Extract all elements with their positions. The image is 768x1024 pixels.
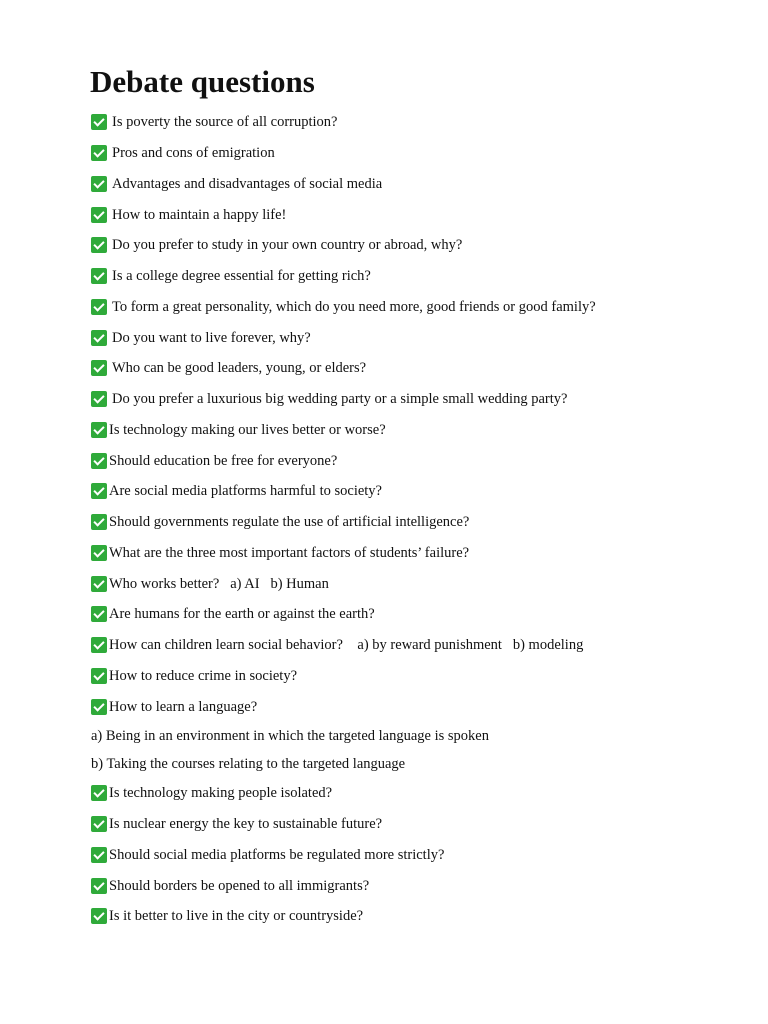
question-item (91, 172, 382, 196)
check-mark-icon (91, 816, 107, 832)
question-text: Should education be free for everyone? (109, 452, 338, 469)
check-mark-icon (91, 114, 107, 130)
check-mark-icon (91, 207, 107, 223)
check-mark-icon (91, 453, 107, 469)
question-text: Do you prefer to study in your own country or abroad, why? (112, 236, 463, 253)
question-text: Advantages and disadvantages of social media (112, 175, 383, 192)
question-text: Pros and cons of emigration (112, 144, 275, 161)
check-mark-icon (91, 878, 107, 894)
question-item (91, 479, 382, 503)
page-title: Debate questions (90, 64, 315, 99)
question-text: Is technology making our lives better or worse? (109, 421, 386, 438)
question-item (91, 387, 567, 411)
question-text: Who can be good leaders, young, or elders? (112, 359, 367, 376)
question-text: Do you want to live forever, why? (112, 329, 311, 346)
question-text: Should social media platforms be regulated more strictly? (109, 846, 445, 863)
check-mark-icon (91, 785, 107, 801)
answer-option (91, 724, 489, 748)
question-item (91, 141, 275, 165)
check-mark-icon (91, 514, 107, 530)
question-item (91, 812, 382, 836)
question-item (91, 602, 375, 626)
check-mark-icon (91, 268, 107, 284)
question-item (91, 449, 337, 473)
question-item (91, 203, 286, 227)
check-mark-icon (91, 145, 107, 161)
check-mark-icon (91, 908, 107, 924)
check-mark-icon (91, 483, 107, 499)
question-text: Are social media platforms harmful to society? (109, 482, 382, 499)
question-item (91, 233, 462, 257)
check-mark-icon (91, 576, 107, 592)
check-mark-icon (91, 606, 107, 622)
question-item (91, 110, 337, 134)
question-text: Are humans for the earth or against the earth? (109, 605, 375, 622)
question-text: Is poverty the source of all corruption? (112, 113, 338, 130)
question-text: How to reduce crime in society? (109, 667, 298, 684)
question-text: What are the three most important factors of students’ failure? (109, 544, 470, 561)
question-text: How to learn a language? (109, 698, 258, 715)
check-mark-icon (91, 545, 107, 561)
question-text: b) Taking the courses relating to the targeted language (91, 755, 406, 772)
question-text: Should borders be opened to all immigrants? (109, 877, 370, 894)
question-item (91, 326, 311, 350)
question-item (91, 843, 444, 867)
question-item (91, 264, 371, 288)
check-mark-icon (91, 422, 107, 438)
question-text: Do you prefer a luxurious big wedding party or a simple small wedding party? (112, 390, 568, 407)
question-item (91, 695, 257, 719)
check-mark-icon (91, 176, 107, 192)
check-mark-icon (91, 668, 107, 684)
question-text: To form a great personality, which do you need more, good friends or good family? (112, 298, 596, 315)
question-text: a) Being in an environment in which the targeted language is spoken (91, 727, 489, 744)
check-mark-icon (91, 299, 107, 315)
check-mark-icon (91, 637, 107, 653)
question-item (91, 541, 469, 565)
question-item (91, 418, 386, 442)
question-item (91, 904, 363, 928)
question-item (91, 874, 369, 898)
question-text: Is nuclear energy the key to sustainable future? (109, 815, 383, 832)
check-mark-icon (91, 237, 107, 253)
question-item (91, 295, 596, 319)
question-text: Who works better? a) AI b) Human (109, 575, 329, 592)
question-item (91, 572, 329, 596)
question-text: Is a college degree essential for getting rich? (112, 267, 371, 284)
question-text: Is technology making people isolated? (109, 784, 333, 801)
question-item (91, 781, 332, 805)
question-text: How can children learn social behavior? a) by reward punishment b) modeling (109, 636, 584, 653)
question-text: Should governments regulate the use of artificial intelligence? (109, 513, 470, 530)
question-text: How to maintain a happy life! (112, 206, 287, 223)
check-mark-icon (91, 847, 107, 863)
question-item (91, 510, 469, 534)
check-mark-icon (91, 391, 107, 407)
check-mark-icon (91, 330, 107, 346)
question-item (91, 633, 583, 657)
question-item (91, 664, 297, 688)
answer-option (91, 752, 405, 776)
question-text: Is it better to live in the city or countryside? (109, 907, 364, 924)
question-item (91, 356, 366, 380)
check-mark-icon (91, 360, 107, 376)
check-mark-icon (91, 699, 107, 715)
